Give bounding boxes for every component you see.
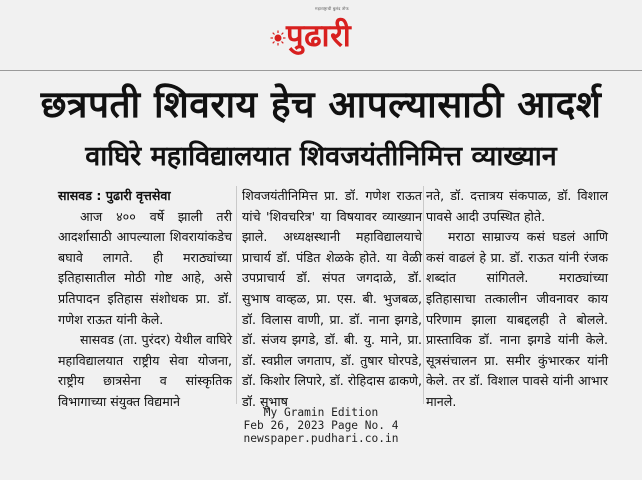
masthead-tagline: महाराष्ट्राची बुलंद तोफ bbox=[315, 6, 349, 11]
paragraph: आज ४०० वर्षे झाली तरी आदर्शासाठी आपल्याला शिवरायांकडेच बघावे लागते. ही मराठ्यांच्या इतिहासातील मोठी गोष्ट आहे, असे प्रतिपादन इतिहास संशोधक प्रा. डॉ. गणेश राऊत यांनी केले. bbox=[58, 208, 232, 327]
article-subheadline: वाघिरे महाविद्यालयात शिवजयंतीनिमित्त व्याख्यान bbox=[85, 141, 557, 172]
article-column-2 bbox=[242, 186, 422, 413]
paragraph: शिवजयंतीनिमित्त प्रा. डॉ. गणेश राऊत यांचे 'शिवचरित्र' या विषयावर व्याख्यान झाले. अध्यक्षस्थानी महाविद्यालयाचे प्राचार्य डॉ. पंडित शेळके होते. या वेळी उपप्राचार्य डॉ. संपत जगदाळे, डॉ. सुभाष वाव्हळ, प्रा. एस. बी. भुजबळ, डॉ. विलास वाणी, प्रा. डॉ. नाना झगडे, डॉ. संजय झगडे, डॉ. बी. यु. माने, प्रा. डॉ. स्वप्नील जगताप, डॉ. तुषार घोरपडे, डॉ. किशोर लिपारे, डॉ. रोहिदास ढाकणे, डॉ. सुभाष bbox=[242, 188, 422, 409]
edition-footer bbox=[0, 406, 642, 445]
masthead bbox=[0, 6, 642, 60]
edition-date-page: Feb 26, 2023 Page No. 4 bbox=[243, 419, 399, 432]
paragraph: मराठा साम्राज्य कसं घडलं आणि कसं वाढलं हे प्रा. डॉ. राऊत यांनी रंजक शब्दांत सांगितले. मराठ्यांच्या इतिहासाचा तत्कालीन जीवनावर काय परिणाम झाला याबद्दलही ते बोलले. प्रास्ताविक डॉ. नाना झगडे यांनी केले. सूत्रसंचालन प्रा. समीर कुंभारकर यांनी केले. तर डॉ. विशाल पावसे यांनी आभार मानले. bbox=[426, 229, 608, 409]
article-headline: छत्रपती शिवराय हेच आपल्यासाठी आदर्श bbox=[40, 83, 602, 126]
sun-emblem-icon bbox=[270, 30, 286, 46]
newspaper-logo: पुढारी bbox=[286, 18, 352, 54]
edition-name: My Gramin Edition bbox=[263, 406, 379, 419]
paragraph: सासवड (ता. पुरंदर) येथील वाघिरे महाविद्यालयात राष्ट्रीय सेवा योजना, राष्ट्रीय छात्रसेना व सांस्कृतिक विभागाच्या संयुक्त विद्यमाने bbox=[58, 332, 232, 409]
masthead-divider bbox=[0, 70, 642, 71]
article-column-1 bbox=[58, 186, 232, 413]
paragraph: नते, डॉ. दत्तात्रय संकपाळ, डॉ. विशाल पावसे आदी उपस्थित होते. bbox=[426, 188, 608, 224]
column-divider bbox=[236, 186, 237, 404]
dateline: सासवड : पुढारी वृत्तसेवा bbox=[58, 188, 171, 203]
column-divider bbox=[423, 186, 424, 404]
edition-url: newspaper.pudhari.co.in bbox=[243, 432, 399, 445]
article-column-3 bbox=[426, 186, 608, 413]
